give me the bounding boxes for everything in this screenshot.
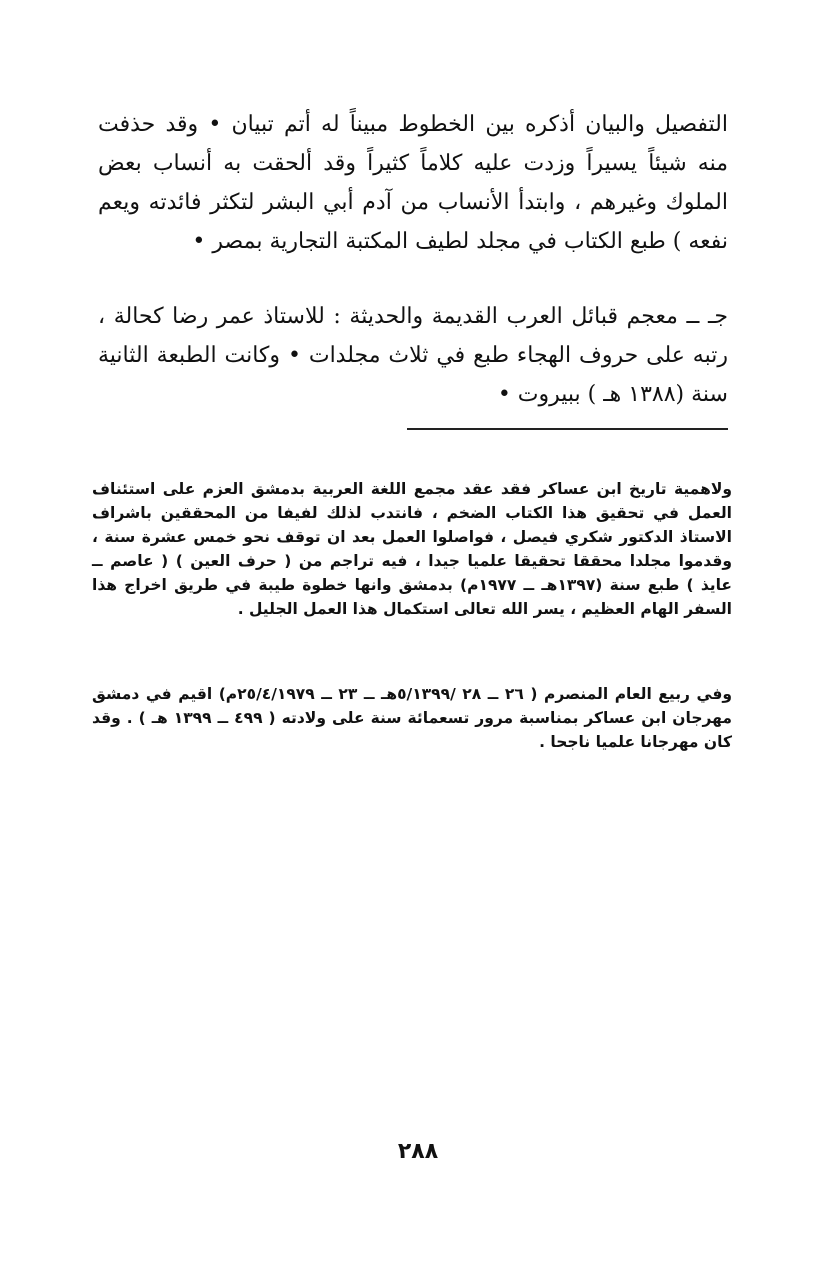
page-number: ٢٨٨ bbox=[397, 1139, 439, 1164]
paragraph-ibn-asakir-festival: وفي ربيع العام المنصرم ( ٢٦ ــ ٢٨ /٥/١٣٩٩هـ ــ ٢٣ ــ ٢٥/٤/١٩٧٩م) اقيم في دمشق مهرجان ابن عساكر بمناسبة مرور تسعمائة سنة على ولادته ( ٤٩٩ ــ ١٣٩٩ هـ ) . وقد كان مهرجانا علميا ناجحا . bbox=[92, 685, 733, 751]
paragraph-kitab-ansab-description: التفصيل والبيان أذكره بين الخطوط مبيناً له أتم تبيان • وقد حذفت منه شيئاً يسيراً وزدت عليه كلاماً كثيراً وقد ألحقت به أنساب بعض الملوك وغيرهم ، وابتدأ الأنساب من آدم أبي البشر لتكثر فائدته ويعم نفعه ) طبع الكتاب في مجلد لطيف المكتبة التجارية بمصر • bbox=[98, 112, 728, 254]
paragraph-mujam-qabail: جـ ــ معجم قبائل العرب القديمة والحديثة : للاستاذ عمر رضا كحالة ، رتبه على حروف الهجاء طبع في ثلاث مجلدات • وكانت الطبعة الثانية سنة (١٣٨٨ هـ ) ببيروت • bbox=[98, 304, 728, 407]
section-divider bbox=[407, 428, 728, 430]
paragraph-ibn-asakir-edition: ولاهمية تاريخ ابن عساكر فقد عقد مجمع اللغة العربية بدمشق العزم على استئناف العمل في تحقيق هذا الكتاب الضخم ، فانتدب لذلك لفيفا من المحققين باشراف الاستاذ الدكتور شكري فيصل ، فواصلوا العمل بعد ان توقف نحو خمس عشرة سنة ، وقدموا مجلدا محققا تحقيقا علميا جيدا ، فيه تراجم من ( حرف العين ) ( عاصم ــ عايذ ) طبع سنة (١٣٩٧هـ ــ ١٩٧٧م) بدمشق وانها خطوة طيبة في طريق اخراج هذا السفر الهام العظيم ، يسر الله تعالى استكمال هذا العمل الجليل . bbox=[92, 480, 733, 618]
